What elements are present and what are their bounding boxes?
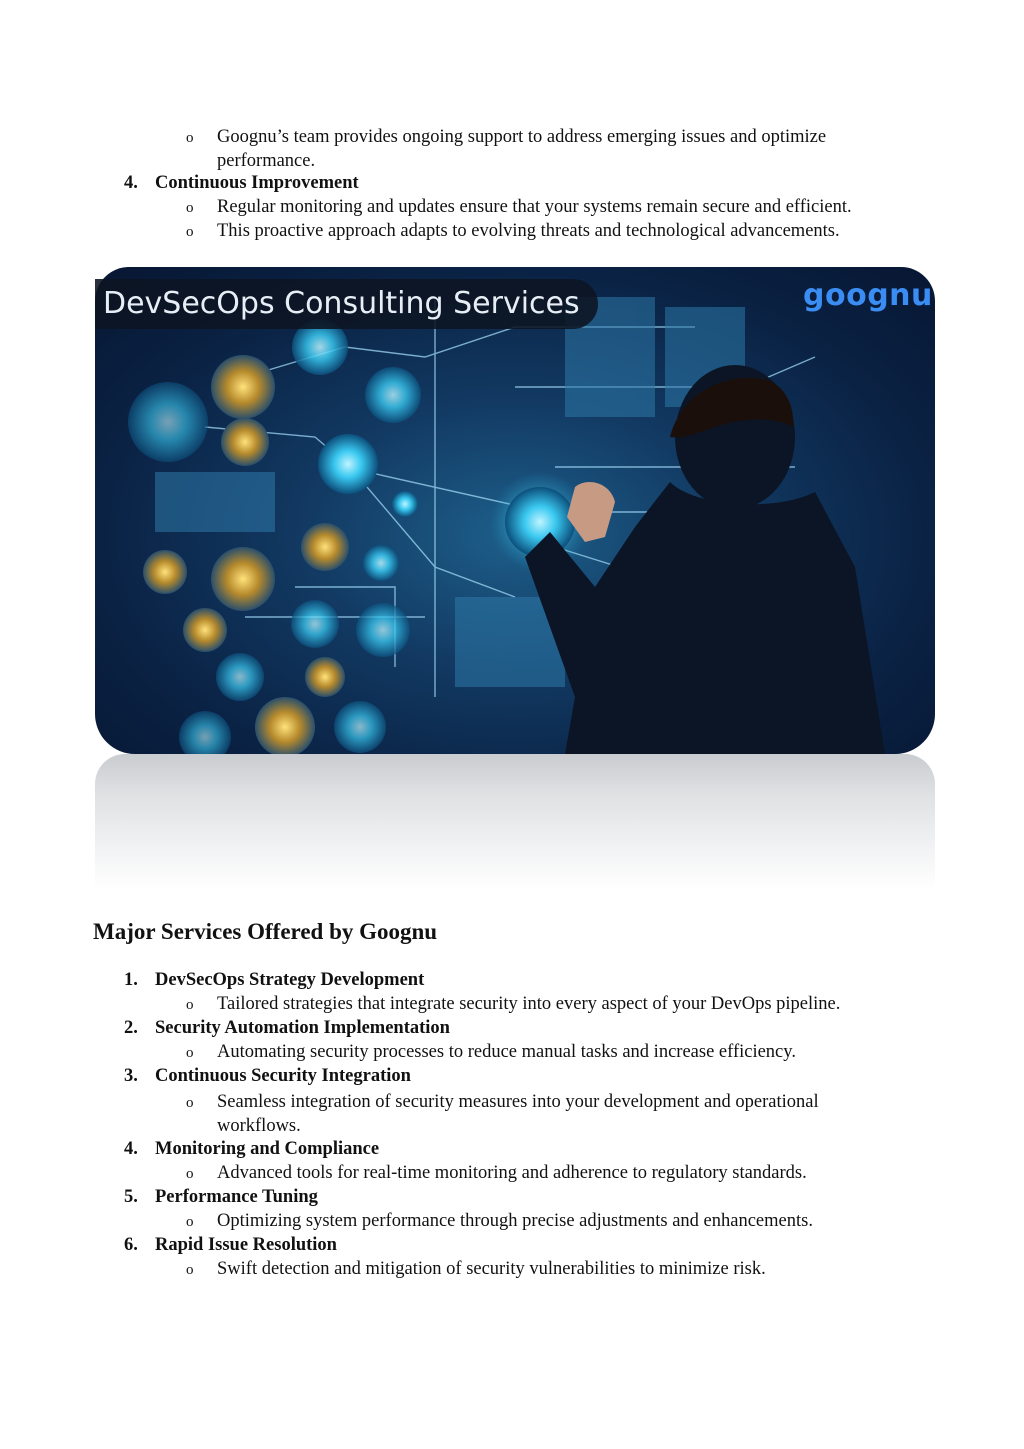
list-item-title: Monitoring and Compliance <box>155 1139 380 1159</box>
bullet-marker: o <box>186 224 194 240</box>
list-number: 4. <box>124 1139 138 1159</box>
bullet-marker: o <box>186 1166 194 1182</box>
bullet-marker: o <box>186 130 194 146</box>
brand-logo: goognu <box>803 278 933 313</box>
bullet-text: Automating security processes to reduce manual tasks and increase efficiency. <box>217 1042 796 1062</box>
bullet-text: Tailored strategies that integrate security into every aspect of your DevOps pipeline. <box>217 994 841 1014</box>
list-number: 4. <box>124 173 138 193</box>
list-number: 2. <box>124 1018 138 1038</box>
list-item-title: Continuous Improvement <box>155 173 359 193</box>
hero-image <box>95 267 935 754</box>
bullet-text: performance. <box>217 151 316 171</box>
bullet-text: workflows. <box>217 1116 301 1136</box>
image-caption: DevSecOps Consulting Services <box>95 279 598 329</box>
list-number: 1. <box>124 970 138 990</box>
list-item-title: Rapid Issue Resolution <box>155 1235 337 1255</box>
list-number: 3. <box>124 1066 138 1086</box>
bullet-marker: o <box>186 1095 194 1111</box>
bullet-marker: o <box>186 1262 194 1278</box>
hero-illustration <box>95 267 935 754</box>
list-item-title: Performance Tuning <box>155 1187 318 1207</box>
bullet-marker: o <box>186 1214 194 1230</box>
section-heading: Major Services Offered by Goognu <box>93 919 438 944</box>
list-number: 6. <box>124 1235 138 1255</box>
bullet-text: Seamless integration of security measures into your development and operational <box>217 1092 819 1112</box>
bullet-text: Goognu’s team provides ongoing support to address emerging issues and optimize <box>217 127 827 147</box>
bullet-marker: o <box>186 200 194 216</box>
bullet-text: Optimizing system performance through precise adjustments and enhancements. <box>217 1211 813 1231</box>
bullet-text: Regular monitoring and updates ensure that your systems remain secure and efficient. <box>217 197 852 217</box>
bullet-text: Advanced tools for real-time monitoring and adherence to regulatory standards. <box>217 1163 807 1183</box>
list-item-title: Security Automation Implementation <box>155 1018 450 1038</box>
bullet-text: This proactive approach adapts to evolving threats and technological advancements. <box>217 221 840 241</box>
bullet-marker: o <box>186 1045 194 1061</box>
list-item-title: Continuous Security Integration <box>155 1066 411 1086</box>
image-reflection <box>95 754 935 890</box>
bullet-marker: o <box>186 997 194 1013</box>
bullet-text: Swift detection and mitigation of security vulnerabilities to minimize risk. <box>217 1259 766 1279</box>
list-number: 5. <box>124 1187 138 1207</box>
list-item-title: DevSecOps Strategy Development <box>155 970 425 990</box>
